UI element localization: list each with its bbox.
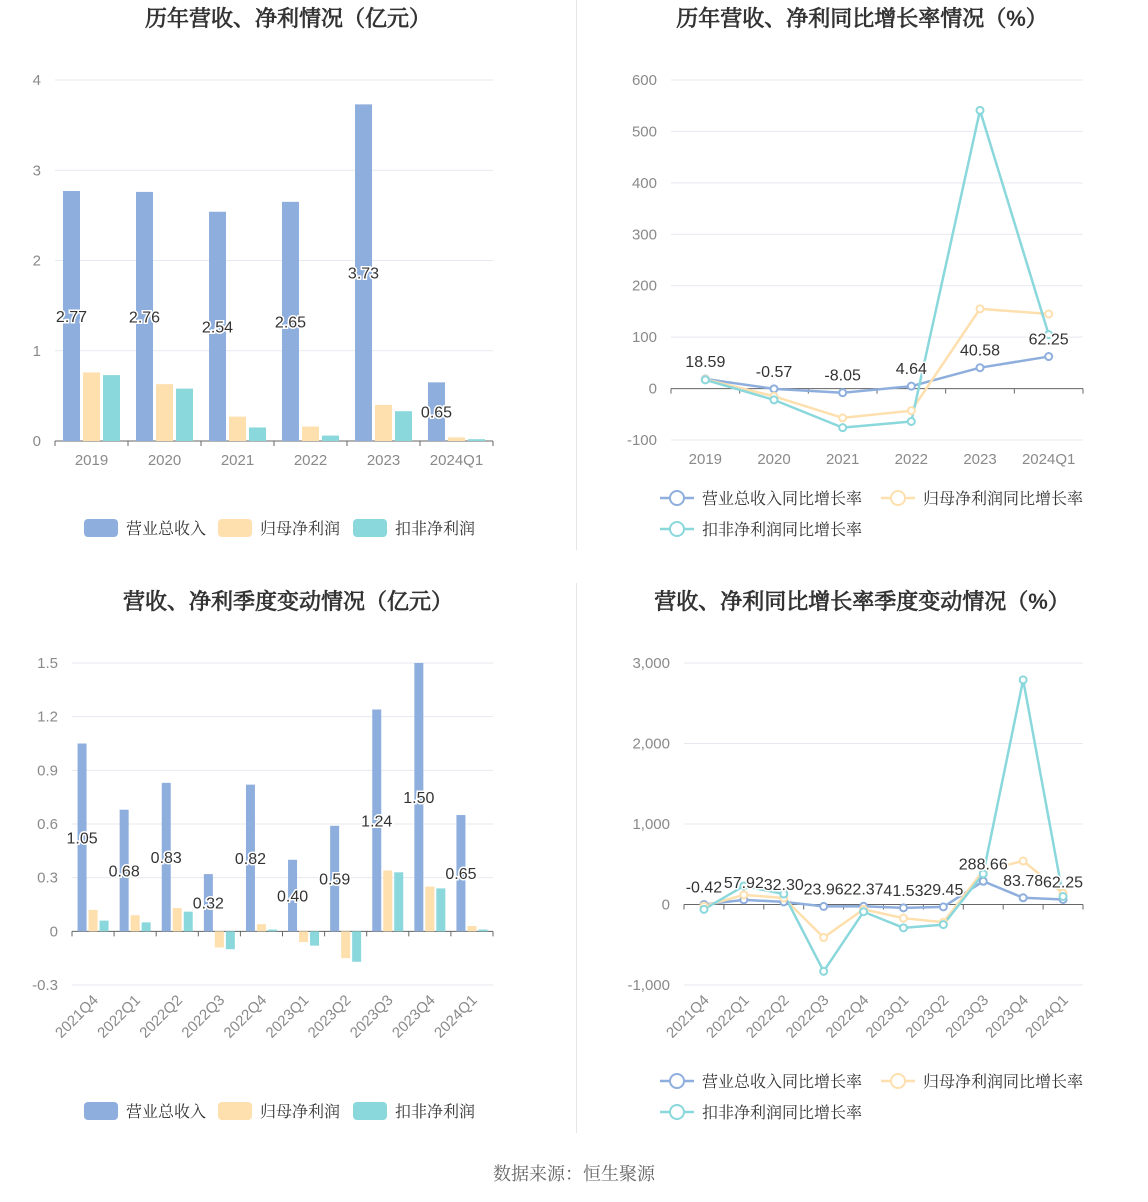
x-tick-label: 2023Q1: [262, 991, 313, 1042]
data-label: 23.96: [803, 881, 844, 899]
quarterly-amount-chart: [0, 583, 576, 1143]
data-label: 0.68: [108, 863, 140, 881]
data-label: 4.64: [895, 361, 927, 379]
legend-swatch: [353, 1102, 387, 1120]
bar-deducted-profit: [184, 912, 193, 932]
legend-label: 归母净利润同比增长率: [923, 1074, 1084, 1091]
data-point: [771, 396, 778, 403]
x-tick-label: 2020: [757, 451, 791, 468]
x-tick-label: 2023: [963, 451, 997, 468]
chart-title: 营收、净利季度变动情况（亿元）: [122, 589, 453, 614]
bar-net-profit: [131, 915, 140, 931]
y-tick-label: -0.3: [32, 977, 58, 994]
data-label: 41.53: [883, 882, 924, 900]
bar-deducted-profit: [352, 931, 361, 961]
data-point: [1020, 894, 1027, 901]
x-tick-label: 2023: [366, 452, 401, 469]
x-tick-label: 2023Q4: [388, 991, 439, 1042]
data-point: [908, 383, 915, 390]
legend-item: [881, 1073, 1083, 1091]
legend-item: [218, 519, 340, 538]
data-label: 3.73: [347, 265, 380, 283]
data-point: [1045, 353, 1052, 360]
series-line-2: [704, 680, 1063, 971]
legend-swatch: [84, 1102, 118, 1120]
data-point: [977, 305, 984, 312]
data-point: [740, 891, 747, 898]
y-tick-label: 500: [631, 123, 657, 141]
legend-label: 归母净利润: [260, 1104, 341, 1121]
y-tick-label: -1,000: [627, 977, 670, 994]
data-label: 2.54: [201, 319, 234, 337]
legend-swatch: [218, 1102, 252, 1120]
legend-label: 扣非净利润同比增长率: [702, 1105, 863, 1122]
data-label: 32.30: [763, 876, 804, 894]
y-tick-label: 4: [32, 72, 41, 89]
data-label: 0.65: [445, 866, 477, 884]
data-source-footer: 数据来源：恒生聚源: [493, 1164, 655, 1184]
x-tick-label: 2022: [894, 451, 929, 468]
legend-label: 扣非净利润同比增长率: [702, 522, 863, 539]
legend-label: 归母净利润同比增长率: [923, 491, 1084, 508]
legend-swatch: [84, 519, 118, 537]
data-point: [820, 934, 827, 941]
legend-item: [660, 489, 862, 508]
data-point: [900, 904, 907, 911]
chart-title: 营收、净利同比增长率季度变动情况（%）: [654, 589, 1070, 614]
x-tick-label: 2023Q3: [942, 991, 993, 1042]
legend-marker: [891, 491, 905, 505]
data-point: [839, 424, 846, 431]
y-tick-label: 0.6: [37, 816, 58, 833]
x-tick-label: 2022Q3: [782, 991, 833, 1042]
y-tick-label: 1.5: [37, 655, 58, 672]
x-tick-label: 2023Q2: [304, 991, 355, 1042]
y-tick-label: 3,000: [632, 655, 670, 672]
data-point: [908, 418, 915, 425]
y-tick-label: 0: [648, 380, 657, 398]
x-tick-label: 2021: [220, 452, 255, 469]
legend-item: [84, 519, 206, 538]
bar-deducted-profit: [468, 439, 485, 441]
data-point: [1020, 676, 1027, 683]
bar-deducted-profit: [249, 427, 266, 441]
legend-item: [353, 519, 475, 538]
data-label: 22.37: [843, 881, 884, 899]
data-point: [839, 389, 846, 396]
data-label: 1.50: [403, 790, 435, 808]
bar-net-profit: [383, 871, 392, 932]
data-label: 40.58: [959, 342, 1001, 360]
data-point: [977, 107, 984, 114]
legend-item: [660, 1104, 862, 1122]
bar-deducted-profit: [436, 888, 445, 931]
data-label: 0.40: [276, 888, 309, 906]
x-tick-label: 2021Q4: [52, 991, 102, 1042]
chart-panel-annual-growth: [576, 0, 1148, 560]
x-tick-label: 2022Q4: [220, 991, 271, 1042]
bar-net-profit: [89, 910, 98, 931]
x-tick-label: 2023Q2: [902, 991, 953, 1042]
x-tick-label: 2023Q3: [346, 991, 397, 1042]
data-label: 18.59: [685, 354, 726, 372]
data-point: [820, 968, 827, 975]
legend-swatch: [218, 519, 252, 537]
data-label: -0.42: [685, 879, 723, 897]
x-tick-label: 2022Q3: [178, 991, 229, 1042]
bar-net-profit: [467, 926, 476, 931]
bar-net-profit: [215, 931, 224, 947]
x-tick-label: 2022Q1: [702, 991, 753, 1042]
data-point: [820, 903, 827, 910]
data-label: 288.66: [958, 856, 1008, 874]
legend-swatch: [353, 519, 387, 537]
bar-net-profit: [448, 437, 465, 441]
legend-marker: [670, 522, 684, 536]
data-point: [900, 915, 907, 922]
bar-deducted-profit: [310, 931, 319, 945]
legend-item: [84, 1102, 206, 1121]
bar-net-profit: [302, 427, 319, 441]
data-point: [1060, 893, 1067, 900]
x-tick-label: 2024Q1: [1022, 991, 1072, 1042]
x-tick-label: 2024Q1: [1021, 451, 1076, 468]
bar-deducted-profit: [478, 930, 487, 932]
bar-deducted-profit: [394, 872, 403, 931]
bar-deducted-profit: [226, 931, 235, 949]
x-tick-label: 2023Q1: [862, 991, 913, 1042]
annual-growth-chart: [576, 0, 1148, 560]
y-tick-label: 100: [631, 329, 657, 347]
y-tick-label: 0.3: [37, 869, 58, 887]
y-tick-label: -100: [626, 432, 657, 449]
bar-deducted-profit: [268, 930, 277, 932]
bar-net-profit: [375, 405, 392, 441]
x-tick-label: 2020: [147, 452, 182, 469]
data-label: 62.25: [1043, 874, 1084, 892]
y-tick-label: 1,000: [632, 816, 670, 833]
chart-panel-quarterly-amount: [0, 583, 576, 1143]
bar-net-profit: [299, 931, 308, 942]
bar-net-profit: [229, 417, 246, 441]
x-tick-label: 2022: [293, 452, 328, 469]
x-tick-label: 2019: [74, 452, 109, 469]
data-label: 29.45: [923, 881, 964, 899]
data-label: -8.05: [824, 367, 861, 385]
x-tick-label: 2024Q1: [431, 991, 481, 1042]
legend-marker: [670, 1074, 684, 1088]
bar-deducted-profit: [100, 921, 109, 932]
vertical-divider-top: [576, 0, 577, 550]
legend-item: [353, 1102, 475, 1121]
bar-deducted-profit: [142, 922, 151, 931]
y-tick-label: 0.9: [37, 762, 58, 780]
data-label: 83.78: [1003, 872, 1044, 890]
y-tick-label: 0: [32, 433, 41, 450]
y-tick-label: 2: [32, 252, 41, 270]
legend-label: 营业总收入: [126, 1104, 207, 1121]
legend-item: [881, 490, 1083, 508]
data-label: 1.24: [361, 813, 393, 831]
x-tick-label: 2022Q2: [136, 991, 187, 1042]
legend-item: [660, 521, 862, 539]
data-point: [980, 878, 987, 885]
x-tick-label: 2021Q4: [663, 991, 713, 1042]
x-tick-label: 2019: [688, 451, 723, 468]
data-label: 62.25: [1028, 331, 1069, 349]
y-tick-label: 400: [631, 174, 657, 192]
x-tick-label: 2021: [825, 451, 860, 468]
quarterly-growth-chart: [576, 583, 1148, 1143]
y-tick-label: 2,000: [632, 735, 670, 753]
data-point: [771, 385, 778, 392]
bar-net-profit: [425, 887, 434, 932]
bar-net-profit: [156, 384, 173, 441]
legend-marker: [891, 1074, 905, 1088]
legend-label: 营业总收入同比增长率: [702, 1074, 863, 1091]
chart-panel-annual-amount: [0, 0, 576, 560]
x-tick-label: 2024Q1: [429, 452, 484, 469]
data-label: 1.05: [66, 830, 98, 848]
x-tick-label: 2022Q2: [742, 991, 793, 1042]
data-label: 0.83: [150, 850, 182, 868]
data-label: 2.65: [274, 314, 307, 332]
data-point: [860, 908, 867, 915]
vertical-divider-bottom: [576, 583, 577, 1133]
y-tick-label: 0: [49, 923, 58, 941]
bar-deducted-profit: [176, 389, 193, 441]
data-label: 0.32: [192, 895, 224, 913]
data-label: 0.82: [234, 850, 267, 868]
legend-label: 归母净利润: [260, 521, 341, 538]
x-tick-label: 2022Q1: [94, 991, 144, 1042]
legend-label: 营业总收入同比增长率: [702, 491, 863, 508]
chart-panel-quarterly-growth: [576, 583, 1148, 1143]
y-tick-label: 200: [631, 277, 657, 295]
data-point: [940, 921, 947, 928]
y-tick-label: 1: [32, 342, 41, 360]
data-point: [977, 364, 984, 371]
y-tick-label: 3: [32, 162, 41, 180]
x-tick-label: 2023Q4: [982, 991, 1032, 1042]
data-point: [702, 376, 709, 383]
data-point: [908, 407, 915, 414]
data-label: 0.65: [420, 404, 453, 422]
data-label: -0.57: [755, 363, 793, 381]
legend-marker: [670, 1105, 684, 1119]
legend-item: [660, 1072, 862, 1091]
data-label: 57.92: [723, 874, 764, 892]
chart-title: 历年营收、净利情况（亿元）: [144, 6, 431, 31]
bar-deducted-profit: [395, 411, 412, 441]
y-tick-label: 1.2: [37, 708, 58, 726]
bar-net-profit: [173, 908, 182, 931]
y-tick-label: 300: [631, 226, 657, 244]
data-label: 0.59: [319, 871, 351, 889]
legend-label: 扣非净利润: [395, 1104, 476, 1121]
bar-net-profit: [341, 931, 350, 958]
data-point: [940, 903, 947, 910]
data-point: [900, 924, 907, 931]
legend-item: [218, 1102, 340, 1121]
legend-marker: [670, 491, 684, 505]
data-point: [1020, 858, 1027, 865]
annual-amount-chart: [0, 0, 576, 560]
data-label: 2.76: [128, 309, 161, 327]
bar-net-profit: [83, 372, 100, 441]
data-point: [1045, 311, 1052, 318]
bar-net-profit: [257, 924, 266, 931]
x-tick-label: 2022Q4: [822, 991, 873, 1042]
data-point: [700, 906, 707, 913]
bar-deducted-profit: [322, 436, 339, 441]
legend-label: 营业总收入: [126, 521, 207, 538]
y-tick-label: 0: [661, 896, 670, 914]
data-point: [839, 414, 846, 421]
chart-title: 历年营收、净利同比增长率情况（%）: [676, 6, 1048, 31]
y-tick-label: 600: [631, 72, 657, 89]
legend-label: 扣非净利润: [395, 521, 476, 538]
bar-deducted-profit: [103, 375, 120, 441]
data-label: 2.77: [55, 309, 88, 327]
